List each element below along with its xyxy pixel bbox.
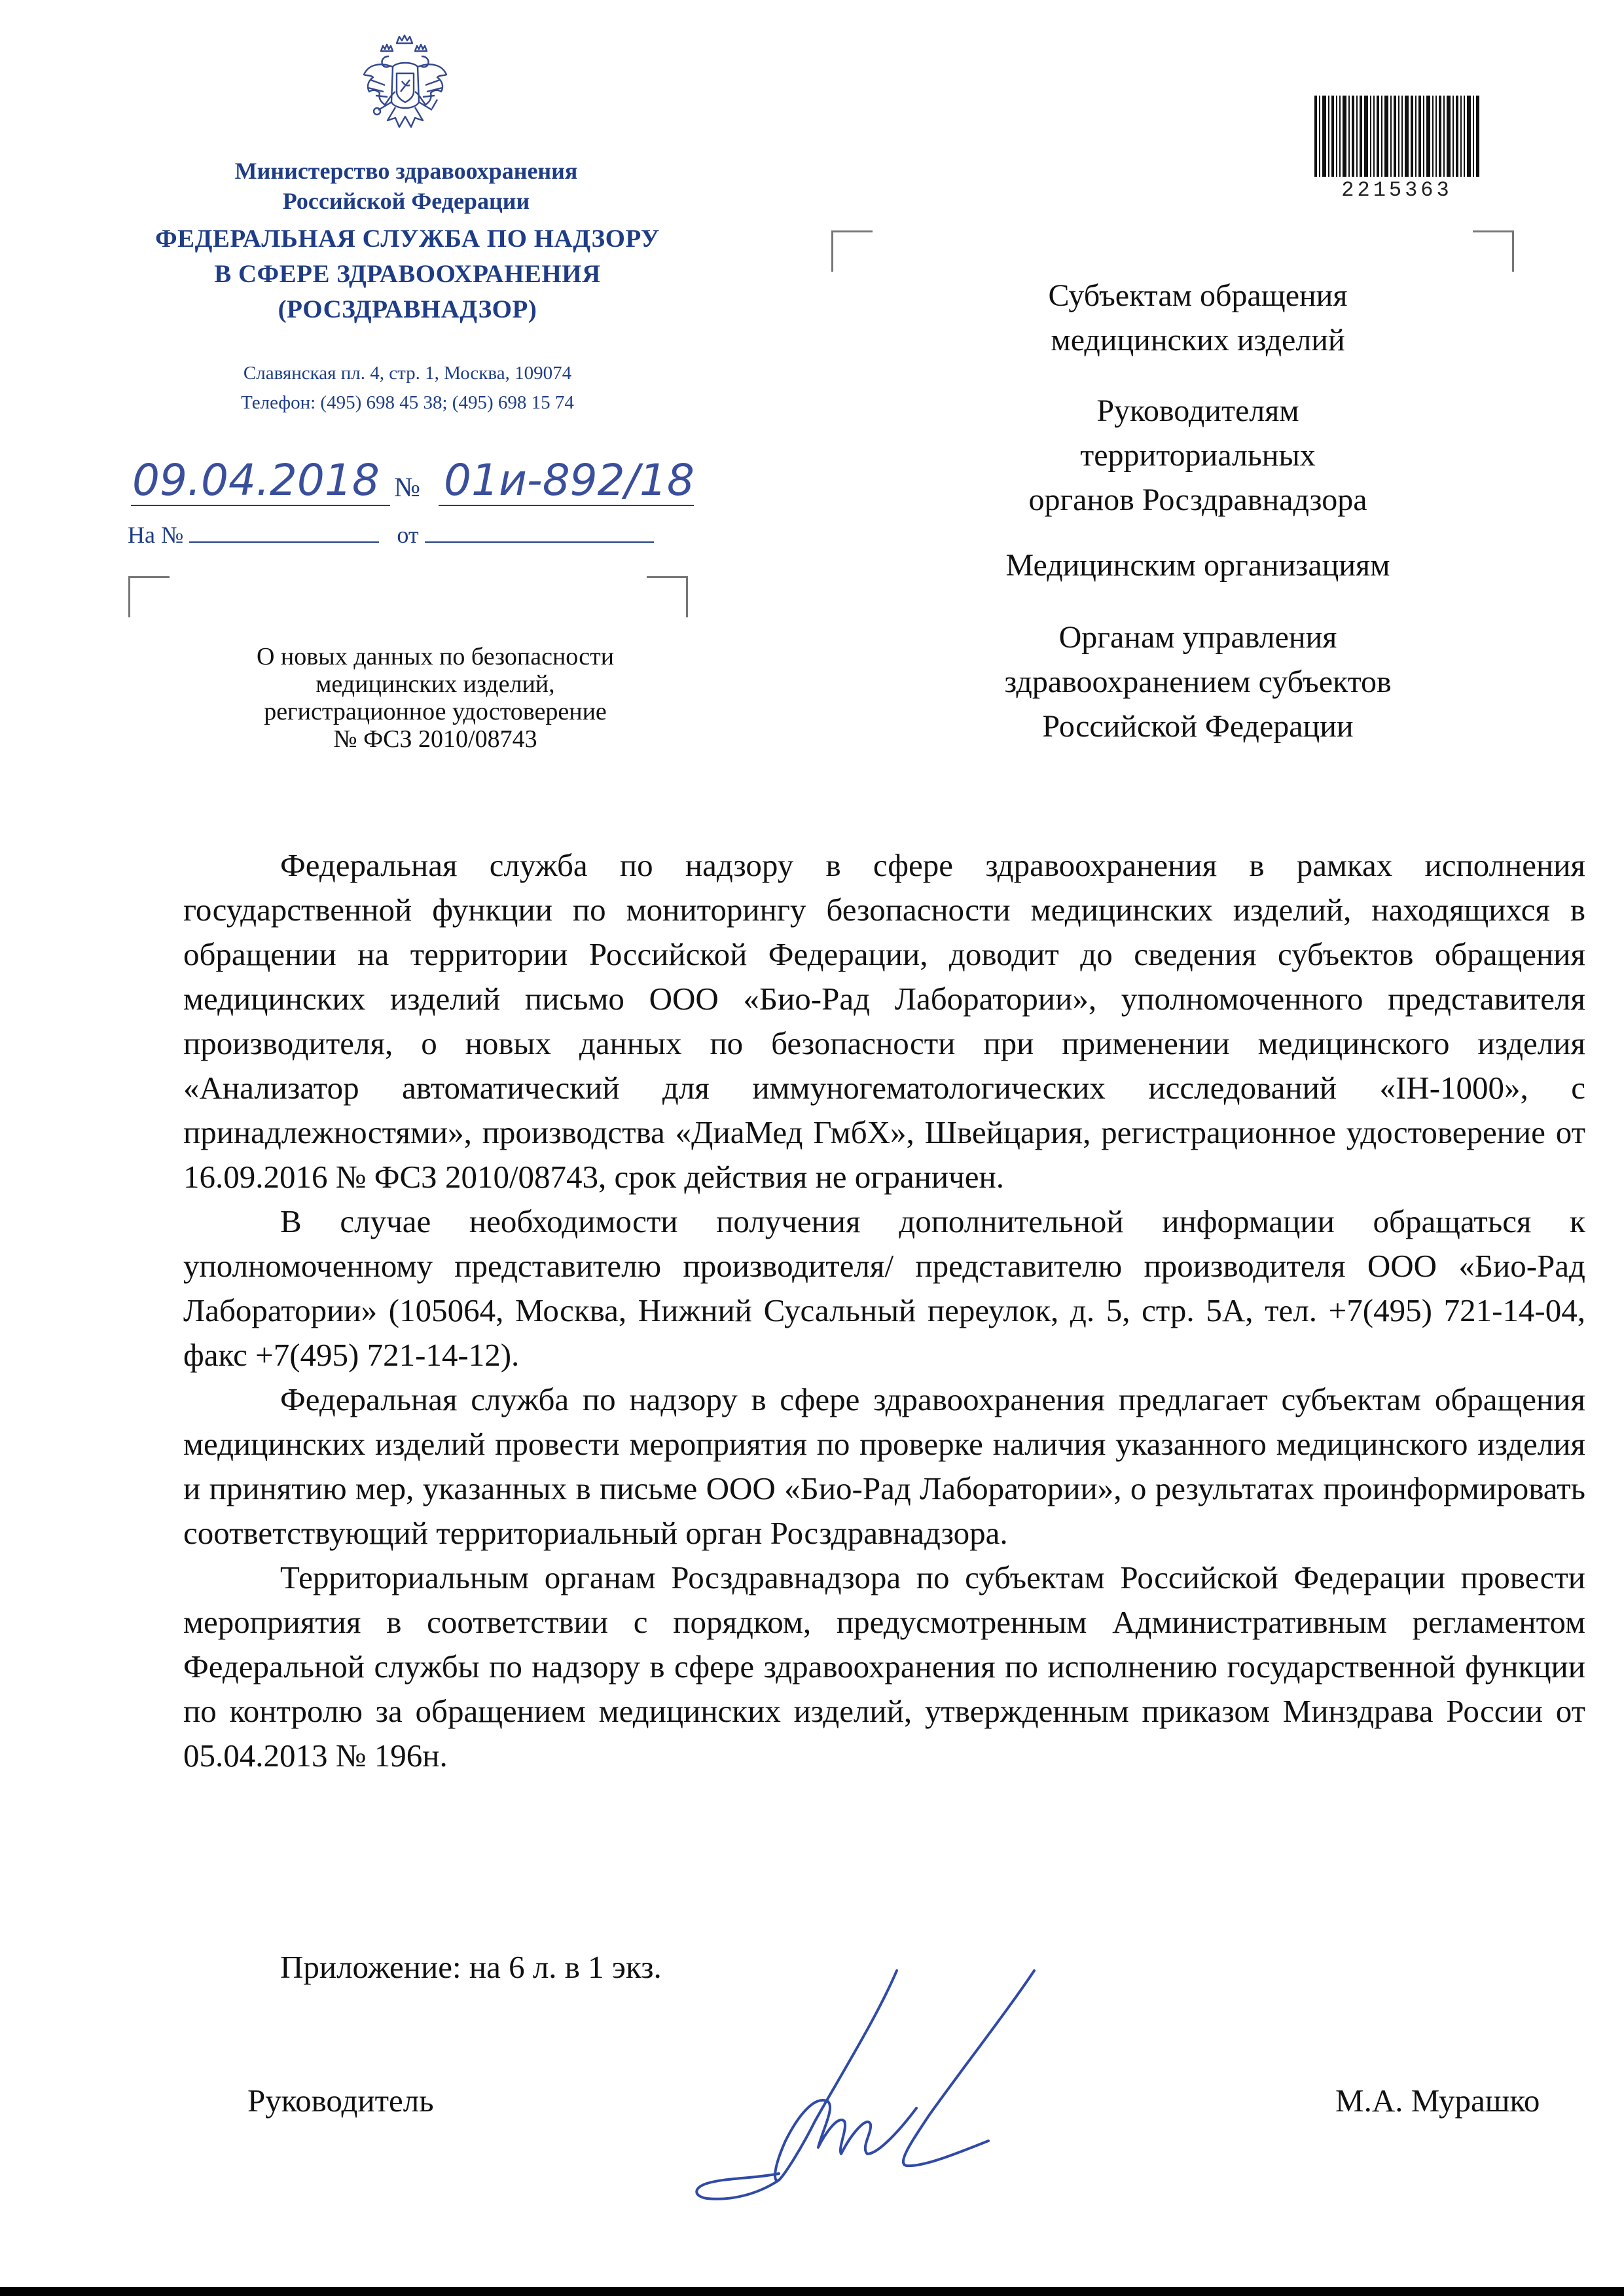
subject-line: регистрационное удостоверение: [264, 698, 607, 725]
address-line: Славянская пл. 4, стр. 1, Москва, 109074: [243, 363, 572, 384]
letter-subject: [177, 643, 694, 753]
addressee-block: [929, 615, 1466, 749]
service-line: ФЕДЕРАЛЬНАЯ СЛУЖБА ПО НАДЗОРУ: [155, 225, 660, 253]
barcode-number: 2215363: [1341, 178, 1453, 202]
addressee-line: Медицинским организациям: [1005, 548, 1390, 583]
addressee-line: органов Росздравнадзора: [1028, 483, 1367, 517]
incoming-date-label: от: [397, 522, 419, 548]
body-paragraph: Федеральная служба по надзору в сфере здравоохранения в рамках исполнения государственной функции по мониторингу безопасности медицинских изделий, находящихся в обращении на территории Российской Федерации, доводит до сведения субъектов обращения медицинских изделий письмо ООО «Био-Рад Лаборатории», уполномоченного представителя производителя, о новых данных по безопасности при применении медицинского изделия «Анализатор автоматический для иммуногематологических исследований «IH-1000», с принадлежностями», производства «ДиаМед ГмбХ», Швейцария, регистрационное удостоверение от 16.09.2016 № ФСЗ 2010/08743, срок действия не ограничен.: [183, 847, 1585, 1195]
signer-title: Руководитель: [247, 2083, 434, 2119]
service-line: (РОСЗДРАВНАДЗОР): [278, 295, 537, 323]
addressee-block: [929, 543, 1466, 588]
subject-line: № ФСЗ 2010/08743: [333, 725, 537, 753]
registration-number: 01и-892/18: [444, 455, 695, 505]
incoming-reference-line: [128, 521, 691, 549]
addressee-line: медицинских изделий: [1051, 323, 1345, 357]
service-address: [134, 359, 681, 418]
registration-date: 09.04.2018: [132, 455, 380, 505]
addressee-line: Руководителям: [1096, 393, 1299, 428]
body-paragraph: В случае необходимости получения дополнительной информации обращаться к уполномоченному представителю производителя/ представителю производителя ООО «Био-Рад Лаборатории» (105064, Москва, Нижний Сусальный переулок, д. 5, стр. 5А, тел. +7(495) 721-14-04, факс +7(495) 721-14-12).: [183, 1203, 1585, 1373]
incoming-date-blank: [425, 522, 654, 543]
subject-corner-right: [647, 576, 688, 617]
ministry-line: Министерство здравоохранения: [234, 158, 578, 184]
addressee-block: [929, 274, 1466, 363]
barcode: [1314, 96, 1479, 181]
russian-double-headed-eagle-icon: [359, 29, 452, 148]
ministry-name: [143, 156, 670, 216]
service-name: [124, 221, 691, 327]
body-paragraph: Федеральная служба по надзору в сфере здравоохранения предлагает субъектам обращения медицинских изделий провести мероприятия по проверке наличия указанного медицинского изделия и принятию мер, указанных в письме ООО «Био-Рад Лаборатории», о результатах проинформировать соответствующий территориальный орган Росздравнадзора.: [183, 1381, 1585, 1551]
subject-corner-left: [128, 576, 170, 617]
incoming-number-label: На №: [128, 522, 184, 548]
addressee-block: [929, 389, 1466, 522]
incoming-number-blank: [189, 522, 379, 543]
subject-line: медицинских изделий,: [316, 670, 555, 698]
attachment-note: Приложение: на 6 л. в 1 экз.: [280, 1949, 662, 1985]
handwritten-signature: [681, 1958, 1060, 2206]
subject-line: О новых данных по безопасности: [256, 643, 615, 670]
addressee-line: Органам управления: [1058, 620, 1337, 655]
service-line: В СФЕРЕ ЗДРАВООХРАНЕНИЯ: [214, 260, 601, 288]
addressee-line: территориальных: [1080, 438, 1316, 473]
signer-name: М.А. Мурашко: [1335, 2083, 1540, 2119]
address-corner-right: [1473, 230, 1514, 272]
phone-line: Телефон: (495) 698 45 38; (495) 698 15 74: [241, 392, 574, 413]
registration-number-sign: №: [394, 473, 421, 503]
body-paragraph: Территориальным органам Росздравнадзора по субъектам Российской Федерации провести мероприятия в соответствии с порядком, предусмотренным Административным регламентом Федеральной службы по надзору в сфере здравоохранения по исполнению государственной функции по контролю за обращением медицинских изделий, утвержденным приказом Минздрава России от 05.04.2013 № 196н.: [183, 1559, 1585, 1774]
scan-bottom-edge: [0, 2287, 1624, 2296]
letter-body: [183, 843, 1585, 1778]
registration-line: [131, 443, 759, 515]
addressee-line: здравоохранением субъектов: [1004, 665, 1392, 699]
addressee-line: Российской Федерации: [1042, 709, 1354, 744]
address-corner-left: [831, 230, 873, 272]
ministry-line: Российской Федерации: [282, 188, 530, 214]
addressee-line: Субъектам обращения: [1048, 278, 1348, 313]
